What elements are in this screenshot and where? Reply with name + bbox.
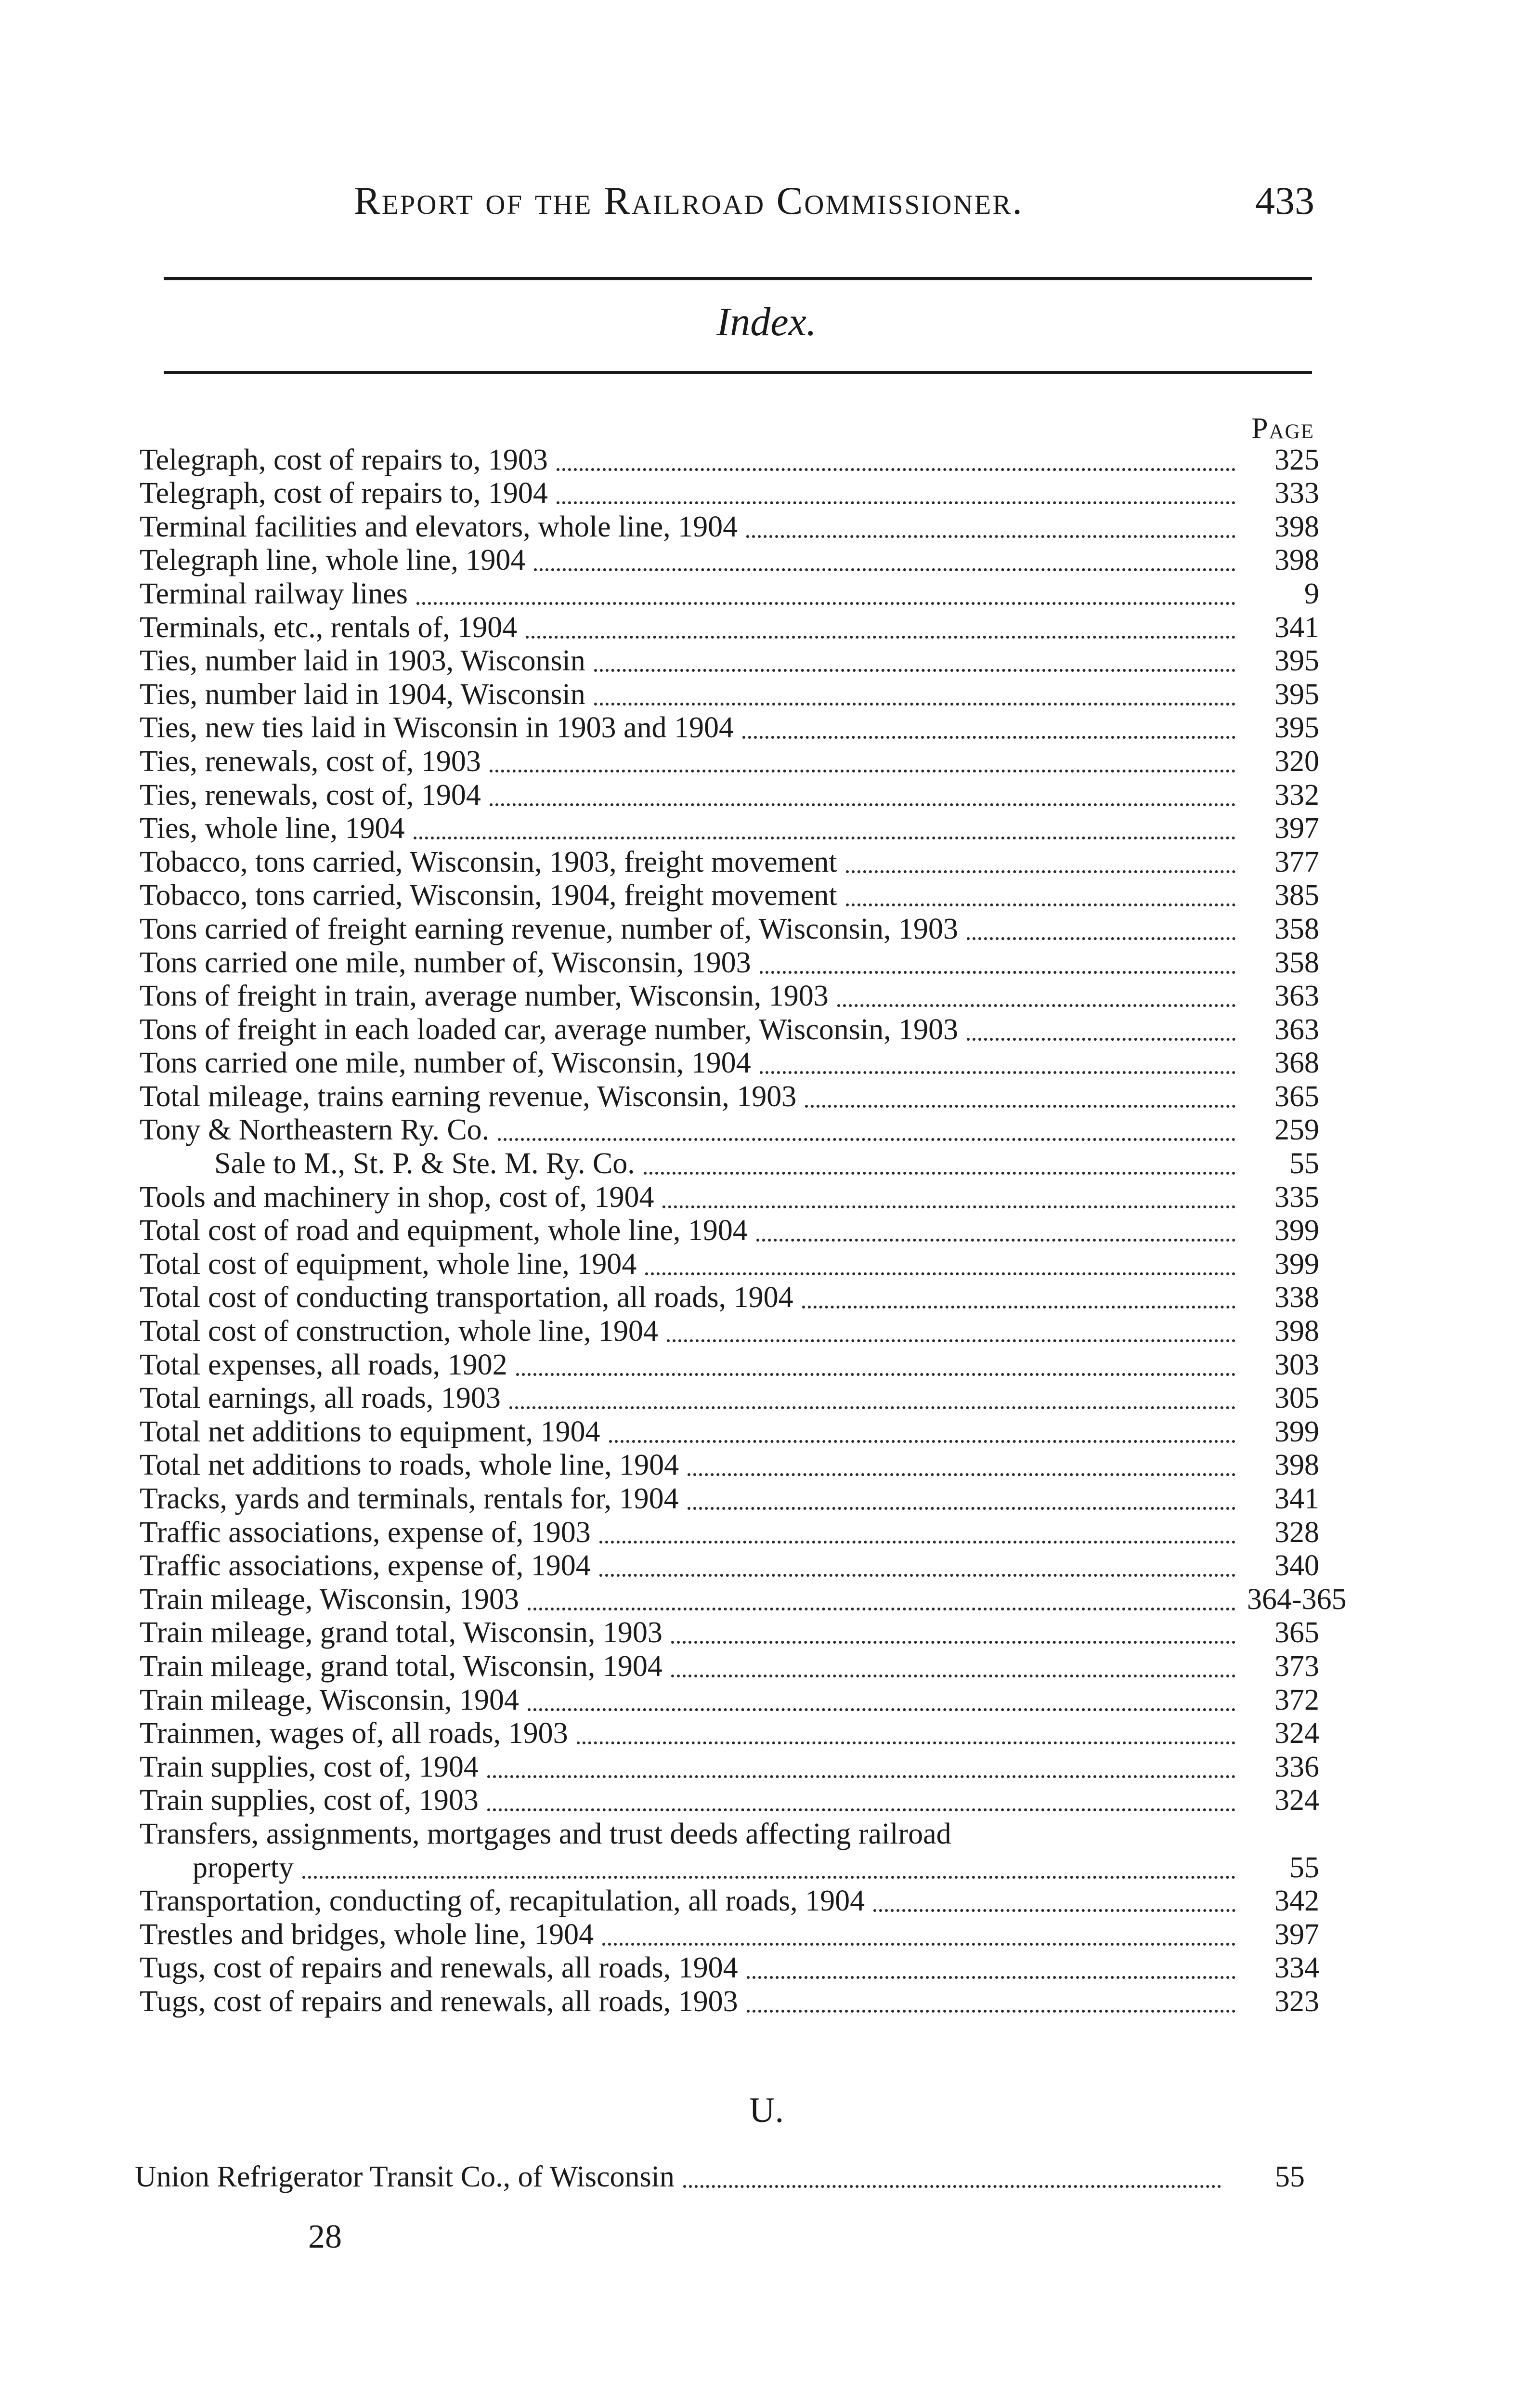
index-entry [140, 510, 1319, 544]
entry-label: Total cost of conducting transportation, all roads, 1904 [140, 1281, 793, 1314]
entry-label: Telegraph, cost of repairs to, 1903 [140, 443, 548, 476]
entry-label: Ties, new ties laid in Wisconsin in 1903 and 1904 [140, 711, 734, 745]
index-entry [140, 1382, 1319, 1415]
entry-page: 363 [1274, 980, 1319, 1013]
index-entry [140, 477, 1319, 510]
dot-leader [534, 568, 1235, 571]
entry-page: 336 [1274, 1750, 1319, 1783]
entry-label: Tons of freight in train, average number, Wisconsin, 1903 [140, 980, 829, 1013]
index-entry [140, 778, 1319, 812]
entry-page: 398 [1274, 510, 1319, 543]
index-entry [140, 1080, 1319, 1113]
entry-page: 341 [1274, 1482, 1319, 1515]
dot-leader [509, 1406, 1235, 1409]
index-entry [140, 1482, 1319, 1516]
index-entry [140, 946, 1319, 980]
index-entry [140, 1817, 1319, 1851]
dot-leader [742, 736, 1235, 739]
entry-label: Tobacco, tons carried, Wisconsin, 1903, freight movement [140, 845, 837, 878]
entry-page: 55 [1289, 1147, 1319, 1180]
index-entry [140, 1717, 1319, 1751]
index-entry [140, 745, 1319, 778]
index-entry [135, 2160, 1305, 2194]
dot-leader [416, 602, 1235, 605]
entry-page: 395 [1274, 678, 1319, 711]
entry-page: 328 [1274, 1516, 1319, 1549]
entry-label: Terminal railway lines [140, 577, 408, 610]
index-entry [140, 1951, 1319, 1985]
entry-page: 372 [1274, 1683, 1319, 1716]
dot-leader [671, 1641, 1235, 1644]
dot-leader [498, 1138, 1235, 1141]
dot-leader [599, 1541, 1235, 1544]
entry-label: Trestles and bridges, whole line, 1904 [140, 1918, 594, 1951]
dot-leader [837, 1004, 1235, 1007]
dot-leader [645, 1272, 1235, 1275]
index-entry [140, 1348, 1319, 1382]
section-title: Index. [716, 300, 817, 344]
index-entry [140, 678, 1319, 711]
dot-leader [746, 535, 1235, 538]
entry-label: Telegraph line, whole line, 1904 [140, 544, 526, 577]
dot-leader [873, 1909, 1235, 1912]
entry-label: Terminal facilities and elevators, whole line, 1904 [140, 510, 738, 543]
dot-leader [526, 636, 1235, 639]
index-entry [140, 879, 1319, 913]
entry-page: 334 [1274, 1951, 1319, 1985]
entry-label: property [193, 1851, 294, 1884]
index-entry [140, 1985, 1319, 2018]
entry-label: Total mileage, trains earning revenue, Wisconsin, 1903 [140, 1080, 797, 1113]
entry-page: 323 [1274, 1985, 1319, 2018]
entry-page: 399 [1274, 1214, 1319, 1247]
index-entry [140, 443, 1319, 477]
index-entry [140, 1415, 1319, 1449]
entry-page: 9 [1304, 577, 1319, 610]
index-entry [140, 1516, 1319, 1549]
entry-label: Total cost of road and equipment, whole line, 1904 [140, 1214, 748, 1247]
entry-page: 338 [1274, 1281, 1319, 1314]
entry-label: Tobacco, tons carried, Wisconsin, 1904, freight movement [140, 879, 837, 912]
entry-label: Tugs, cost of repairs and renewals, all roads, 1903 [140, 1985, 738, 2018]
dot-leader [967, 937, 1235, 940]
index-entry [140, 1113, 1319, 1147]
index-entries-u [135, 2160, 1305, 2194]
entry-label: Ties, number laid in 1904, Wisconsin [140, 678, 585, 711]
entry-label: Sale to M., St. P. & Ste. M. Ry. Co. [214, 1147, 635, 1180]
index-entry [140, 845, 1319, 879]
entry-label: Tony & Northeastern Ry. Co. [140, 1113, 490, 1147]
entry-label: Ties, whole line, 1904 [140, 812, 405, 845]
index-entry [140, 1784, 1319, 1818]
entry-page: 55 [1289, 1851, 1319, 1884]
entry-label: Train mileage, Wisconsin, 1903 [140, 1583, 519, 1616]
letter-heading-u: U. [749, 2091, 784, 2130]
dot-leader [609, 1440, 1235, 1443]
top-rule [164, 277, 1312, 280]
dot-leader [802, 1306, 1235, 1309]
entry-page: 341 [1274, 611, 1319, 644]
dot-leader [760, 1071, 1235, 1074]
entry-page: 385 [1274, 879, 1319, 912]
index-entry [140, 1147, 1319, 1180]
entry-label: Total net additions to equipment, 1904 [140, 1415, 600, 1448]
dot-leader [644, 1172, 1235, 1175]
entry-label: Tons carried one mile, number of, Wisconsin, 1904 [140, 1047, 751, 1080]
index-entry [140, 1247, 1319, 1281]
dot-leader [805, 1105, 1235, 1108]
entry-label: Total cost of construction, whole line, 1904 [140, 1315, 659, 1348]
entry-page: 365 [1274, 1616, 1319, 1649]
index-entry [140, 812, 1319, 846]
entry-page: 259 [1274, 1113, 1319, 1147]
dot-leader [594, 669, 1235, 672]
entry-page: 325 [1274, 443, 1319, 476]
entry-label: Traffic associations, expense of, 1904 [140, 1549, 591, 1583]
index-entry [140, 1047, 1319, 1080]
entry-label: Tons carried of freight earning revenue, number of, Wisconsin, 1903 [140, 912, 958, 945]
index-entry [140, 1013, 1319, 1047]
dot-leader [414, 837, 1235, 839]
dot-leader [577, 1741, 1235, 1744]
index-entry [140, 1449, 1319, 1482]
index-entry [140, 980, 1319, 1013]
entry-page: 358 [1274, 946, 1319, 979]
index-entry [140, 1851, 1319, 1885]
entry-page: 365 [1274, 1080, 1319, 1113]
entry-page: 373 [1274, 1649, 1319, 1683]
dot-leader [747, 2010, 1235, 2013]
index-entry [140, 1885, 1319, 1918]
dot-leader [846, 870, 1235, 873]
dot-leader [747, 1976, 1235, 1979]
entry-label: Tracks, yards and terminals, rentals for, 1904 [140, 1482, 679, 1515]
dot-leader [528, 1708, 1235, 1711]
entry-label: Tons of freight in each loaded car, average number, Wisconsin, 1903 [140, 1013, 959, 1046]
index-entry [140, 711, 1319, 745]
dot-leader [594, 703, 1235, 706]
entry-page: 335 [1274, 1180, 1319, 1214]
bottom-rule [164, 371, 1312, 374]
entry-label: Ties, renewals, cost of, 1904 [140, 778, 481, 811]
entry-page: 305 [1274, 1382, 1319, 1415]
page-column-label: Page [1251, 412, 1314, 445]
entry-page: 333 [1274, 477, 1319, 510]
entry-label: Total cost of equipment, whole line, 1904 [140, 1247, 637, 1281]
page-number: 433 [1255, 179, 1314, 222]
entry-page: 332 [1274, 778, 1319, 811]
entry-label: Total net additions to roads, whole line, 1904 [140, 1449, 679, 1482]
dot-leader [967, 1038, 1235, 1041]
entry-page: 342 [1274, 1885, 1319, 1918]
index-entry [140, 577, 1319, 611]
index-entry [140, 1649, 1319, 1683]
index-entry [140, 1583, 1347, 1616]
entry-page: 397 [1274, 812, 1319, 845]
index-entry [140, 1214, 1319, 1248]
entry-label: Transfers, assignments, mortgages and trust deeds affecting railroad [140, 1817, 951, 1850]
entry-label: Tugs, cost of repairs and renewals, all roads, 1904 [140, 1951, 738, 1985]
entry-label: Total expenses, all roads, 1902 [140, 1348, 507, 1381]
entry-page: 368 [1274, 1047, 1319, 1080]
entry-page: 398 [1274, 1315, 1319, 1348]
entry-label: Traffic associations, expense of, 1903 [140, 1516, 591, 1549]
dot-leader [671, 1675, 1235, 1677]
running-head [164, 178, 1319, 226]
entry-label: Terminals, etc., rentals of, 1904 [140, 611, 518, 644]
index-entries [140, 443, 1347, 2018]
dot-leader [302, 1876, 1235, 1879]
entry-page: 398 [1274, 1449, 1319, 1482]
signature-mark: 28 [308, 2218, 342, 2255]
dot-leader [602, 1943, 1235, 1946]
entry-page: 398 [1274, 544, 1319, 577]
entry-label: Total earnings, all roads, 1903 [140, 1382, 501, 1415]
entry-label: Ties, number laid in 1903, Wisconsin [140, 644, 585, 678]
entry-page: 395 [1274, 711, 1319, 745]
entry-page: 395 [1274, 644, 1319, 678]
index-entry [140, 1616, 1319, 1650]
entry-label: Train mileage, Wisconsin, 1904 [140, 1683, 519, 1716]
entry-page: 364-365 [1247, 1583, 1347, 1616]
entry-page: 303 [1274, 1348, 1319, 1381]
index-entry [140, 544, 1319, 577]
dot-leader [557, 468, 1235, 471]
entry-label: Trainmen, wages of, all roads, 1903 [140, 1717, 568, 1750]
index-entry [140, 912, 1319, 946]
entry-label: Telegraph, cost of repairs to, 1904 [140, 477, 548, 510]
entry-label: Union Refrigerator Transit Co., of Wisconsin [135, 2160, 675, 2193]
dot-leader [528, 1608, 1235, 1610]
index-entry [140, 1549, 1319, 1583]
entry-page: 399 [1274, 1247, 1319, 1281]
entry-label: Ties, renewals, cost of, 1903 [140, 745, 481, 778]
index-entry [140, 1918, 1319, 1951]
entry-label: Tons carried one mile, number of, Wisconsin, 1903 [140, 946, 751, 979]
dot-leader [688, 1507, 1235, 1510]
index-entry [140, 644, 1319, 678]
index-entry [140, 1750, 1319, 1784]
dot-leader [516, 1373, 1235, 1376]
dot-leader [663, 1205, 1235, 1208]
index-entry [140, 1281, 1319, 1315]
dot-leader [490, 770, 1235, 772]
entry-page: 363 [1274, 1013, 1319, 1046]
dot-leader [688, 1473, 1235, 1476]
dot-leader [667, 1339, 1235, 1342]
entry-page: 324 [1274, 1717, 1319, 1750]
dot-leader [487, 1775, 1235, 1778]
index-entry [140, 1180, 1319, 1214]
entry-page: 55 [1275, 2160, 1305, 2193]
running-title: Report of the Railroad Commissioner. [354, 179, 1024, 222]
entry-label: Tools and machinery in shop, cost of, 1904 [140, 1180, 654, 1214]
dot-leader [490, 803, 1235, 806]
index-entry [140, 611, 1319, 644]
index-entry [140, 1683, 1319, 1717]
entry-label: Train supplies, cost of, 1903 [140, 1784, 479, 1817]
dot-leader [487, 1808, 1235, 1811]
dot-leader [557, 501, 1235, 504]
dot-leader [846, 903, 1235, 906]
entry-page: 320 [1274, 745, 1319, 778]
entry-label: Train mileage, grand total, Wisconsin, 1904 [140, 1649, 663, 1683]
index-entry [140, 1314, 1319, 1348]
dot-leader [756, 1239, 1235, 1242]
entry-page: 324 [1274, 1784, 1319, 1817]
dot-leader [599, 1574, 1235, 1577]
entry-label: Transportation, conducting of, recapitulation, all roads, 1904 [140, 1885, 865, 1918]
dot-leader [683, 2185, 1221, 2188]
entry-page: 397 [1274, 1918, 1319, 1951]
entry-page: 340 [1274, 1549, 1319, 1583]
dot-leader [760, 971, 1235, 974]
entry-page: 377 [1274, 845, 1319, 878]
entry-page: 358 [1274, 912, 1319, 945]
entry-page: 399 [1274, 1415, 1319, 1448]
entry-label: Train supplies, cost of, 1904 [140, 1750, 479, 1783]
entry-label: Train mileage, grand total, Wisconsin, 1903 [140, 1616, 663, 1649]
